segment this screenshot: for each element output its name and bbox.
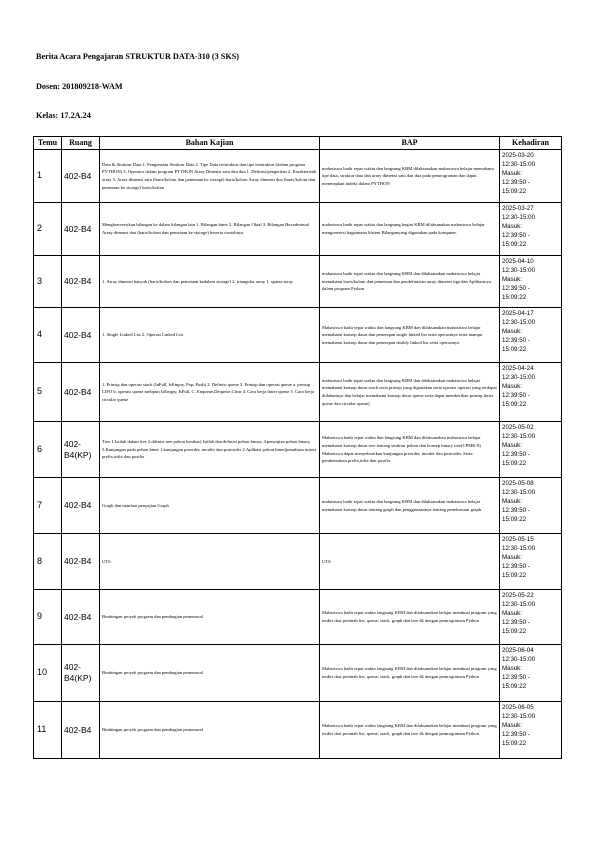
row-bap: UTS <box>320 534 500 590</box>
table-row <box>34 702 562 759</box>
attendance-line: 15:09:22 <box>502 683 527 690</box>
row-ruang: 402-B4 <box>62 150 100 203</box>
row-temu: 3 <box>34 256 62 308</box>
column-header-bahan-kajian: Bahan Kajian <box>100 137 320 150</box>
row-temu: 9 <box>34 590 62 645</box>
row-kehadiran <box>500 203 562 256</box>
row-ruang: 402-B4 <box>62 256 100 308</box>
row-kehadiran <box>500 645 562 702</box>
row-bahan-kajian: 1. Array dimensi banyak (baris/kolom dan pemetaan kedalam storage) 2. triangular array 1. sparse array <box>100 256 320 308</box>
row-temu: 5 <box>34 363 62 422</box>
table-row <box>34 422 562 478</box>
row-temu: 1 <box>34 150 62 203</box>
row-bap: Mahasiswa hadir tepat waktu dan langsung KBM dan dilaksanakan mahasiswa belajar memahami konsep dasar dan penerapan single linked list serta operasinya serta mampu memahami konsep dasar dan penerapan doubly linked list serta operasinya <box>320 308 500 363</box>
table-row <box>34 478 562 534</box>
table-row <box>34 363 562 422</box>
attendance-line: 12:30-15:00 <box>502 545 536 552</box>
document-title: Berita Acara Pengajaran STRUKTUR DATA-310 (3 SKS) <box>36 52 240 61</box>
attendance-line: 15:09:22 <box>502 628 527 635</box>
row-ruang: 402-B4 <box>62 702 100 759</box>
attendance-line: Masuk: <box>502 170 522 177</box>
column-header-kehadiran: Kehadiran <box>500 137 562 150</box>
row-ruang: 402-B4 <box>62 203 100 256</box>
attendance-line: Masuk: <box>502 498 522 505</box>
attendance-line: Masuk: <box>502 328 522 335</box>
row-bap: Mahasiswa hadir tepat waktu dan langsung KBM dan dilaksanakan mahasiswa belajar memahami konsep dasar tree tentang struktur pohon dan konsep binary tree(CPMK-8) Mahasiswa dapat menyelesaikan kunjungan preorder, inorder dan postorder. Serta pembentukan prefix,infix dan postfix <box>320 422 500 478</box>
attendance-line: 2025-05-02 <box>502 424 534 431</box>
table-row <box>34 203 562 256</box>
row-ruang: 402-B4(KP) <box>62 645 100 702</box>
attendance-line: 2025-05-15 <box>502 536 534 543</box>
column-header-bap: BAP <box>320 137 500 150</box>
row-bahan-kajian: 1. Prinsip dan operasi stack (InFull, IsEmpty, Pop, Push) 2. Definisi queue 3. Prinsip dan operasi queue a. prinsip LIFO b. operasi queue melipuit IsEmpty, IsFull, C. Enqueue,Dequeue,Clear 4. Cara kerja linier queue 5. Cara kerja circular queue <box>100 363 320 422</box>
row-temu: 11 <box>34 702 62 759</box>
attendance-line: 15:09:22 <box>502 460 527 467</box>
attendance-line: 2025-03-20 <box>502 152 534 159</box>
table-body <box>34 150 562 759</box>
attendance-line: 12:39:50 - <box>502 392 530 399</box>
attendance-line: Masuk: <box>502 665 522 672</box>
attendance-line: 12:30-15:00 <box>502 161 536 168</box>
attendance-line: Masuk: <box>502 610 522 617</box>
row-ruang: 402-B4 <box>62 590 100 645</box>
attendance-line: 12:30-15:00 <box>502 267 536 274</box>
table-row <box>34 590 562 645</box>
attendance-line: 2025-04-10 <box>502 258 534 265</box>
attendance-line: 12:30-15:00 <box>502 374 536 381</box>
attendance-line: 2025-06-04 <box>502 647 534 654</box>
attendance-line: 15:09:22 <box>502 241 527 248</box>
attendance-line: 15:09:22 <box>502 516 527 523</box>
row-bap: mahasiswa hadir tepat waktu dan langsung KBM dan dilaksanakan mahasiswa belajar memahami baris/kolom dan pemetaan dan pendefinisian array dimensi tiga dan Aplikasinya dalam program Python <box>320 256 500 308</box>
column-header-ruang: Ruang <box>62 137 100 150</box>
attendance-line: Masuk: <box>502 722 522 729</box>
attendance-line: 12:30-15:00 <box>502 656 536 663</box>
attendance-line: 12:39:50 - <box>502 232 530 239</box>
table-row <box>34 308 562 363</box>
row-ruang: 402-B4 <box>62 478 100 534</box>
table-row <box>34 256 562 308</box>
row-temu: 4 <box>34 308 62 363</box>
lecturer-label: Dosen: 201809218-WAM <box>36 82 123 91</box>
attendance-line: 12:39:50 - <box>502 674 530 681</box>
row-bahan-kajian: Tree 1.Istilah dalam tree 2.difinisi tree pohon berakar) Istilah dan definisi pohon binary 4.penyajian pohon binary 5.Kunjungan pada pohon biner 1.kunjungan preorder, inorder dan postorder 2.Aplikasi pohon biner(penulisan notasi prefix,infix dan postfix <box>100 422 320 478</box>
row-bahan-kajian: Graph dan manfaat penyajian Graph <box>100 478 320 534</box>
row-kehadiran <box>500 478 562 534</box>
row-bahan-kajian: Bimbingan proyek program dan pembagian penomoral <box>100 645 320 702</box>
attendance-line: 12:30-15:00 <box>502 214 536 221</box>
row-temu: 10 <box>34 645 62 702</box>
row-ruang: 402-B4 <box>62 308 100 363</box>
attendance-line: Masuk: <box>502 383 522 390</box>
attendance-line: 12:39:50 - <box>502 285 530 292</box>
attendance-line: 12:30-15:00 <box>502 713 536 720</box>
row-bap: mahasiswa hadir tepat waktu dan langsung KBM dan dilaksanakan mahasiswa belajar memahami konsep dasar stack serta prinsip yang digunakan serta operasi operasi yang terdapat didalamnya dan belajar memahami konsep dasar queue serta dapat memberikan prinsip linier queue dan circular queue) <box>320 363 500 422</box>
row-bahan-kajian: 1. Single Linked List 2. Operasi Linked List <box>100 308 320 363</box>
attendance-line: 2025-05-22 <box>502 592 534 599</box>
attendance-line: Masuk: <box>502 223 522 230</box>
attendance-table <box>33 136 562 759</box>
attendance-line: 15:09:22 <box>502 401 527 408</box>
row-bap: mahasiswa hadir tepat waktu dan langsung kegiat KBM dilaksanakan mahasiswa belajar mengonversi bagaimana Sistem Bilanganyang digunakan pada komputer. <box>320 203 500 256</box>
attendance-line: 12:39:50 - <box>502 563 530 570</box>
attendance-line: 2025-04-17 <box>502 310 534 317</box>
attendance-line: 12:30-15:00 <box>502 601 536 608</box>
row-kehadiran <box>500 308 562 363</box>
row-ruang: 402-B4 <box>62 363 100 422</box>
row-kehadiran <box>500 702 562 759</box>
attendance-line: 12:39:50 - <box>502 179 530 186</box>
column-header-temu: Temu <box>34 137 62 150</box>
row-bap: Mahasiswa hadir tepat waktu langsung KBM dan dilaksanakan belajar membuat program yang terdiri dari perintah list, queue, stack, graph dan tree dk dengan pemrograman Python <box>320 702 500 759</box>
row-kehadiran <box>500 590 562 645</box>
row-bahan-kajian: Bimbingan proyek program dan pembagian penomoral <box>100 590 320 645</box>
attendance-line: 2025-06-05 <box>502 704 534 711</box>
row-kehadiran <box>500 363 562 422</box>
attendance-line: 12:30-15:00 <box>502 433 536 440</box>
row-bap: mahasiswa hadir tepat waktu dan langsung KBM dilaksanakan mahasiswa belajar memahami tipe data, struktur data dan array dimensi satu dan dua pada pemrograman dan dapat menerapkan indeks dalam PYTHON <box>320 150 500 203</box>
attendance-line: 15:09:22 <box>502 346 527 353</box>
row-bahan-kajian: Data & Struktur Data 1. Pengenalan Struktur Data 2. Tipe Data terstruktur dan tipe terstruktur (dalam program PYTHON) 3. Operator dalam program PYTHON Array Dimensi satu dan dua 1. Definisi/pengertian 2. Karakteristik array 3. Array dimensi satu (baris/kolom dan pemetaan ke storage) baris/kolom Array dimensi dua (baris/kolom dan pemetaan ke storage) baris/kolom <box>100 150 320 203</box>
row-bahan-kajian: Bimbingan proyek program dan pembagian penomoral <box>100 702 320 759</box>
attendance-line: 15:09:22 <box>502 740 527 747</box>
row-temu: 6 <box>34 422 62 478</box>
class-label: Kelas: 17.2A.24 <box>36 111 91 120</box>
row-kehadiran <box>500 534 562 590</box>
row-bahan-kajian: Mengkonversikan bilangan ke dalam bilangan lain 1. Bilangan biner 2. Bilangan Oktal 3. Bilangan Hexadesimal Array dimensi dua (baris/kolom dan pemetaan ke storage) beserta contohnya <box>100 203 320 256</box>
row-bap: Mahasiswa hadir tepat waktu langsung KBM dan dilaksanakan belajar membuat program yang terdiri dari perintah list, queue, stack, graph dan tree dk dengan pemrograman Python <box>320 645 500 702</box>
attendance-line: 15:09:22 <box>502 294 527 301</box>
attendance-line: 12:39:50 - <box>502 507 530 514</box>
table-header-row <box>34 137 562 150</box>
row-temu: 2 <box>34 203 62 256</box>
attendance-line: 15:09:22 <box>502 188 527 195</box>
attendance-line: 12:39:50 - <box>502 451 530 458</box>
attendance-line: 12:39:50 - <box>502 619 530 626</box>
attendance-line: 12:39:50 - <box>502 731 530 738</box>
row-temu: 7 <box>34 478 62 534</box>
row-bap: mahasiswa hadir tepat waktu dan langsung KBM dan dilaksanakan mahasiswa belajar memahami konsep dasar tentang graph dan penggunaannya tentang penelusuran graph <box>320 478 500 534</box>
attendance-line: 2025-04-24 <box>502 365 534 372</box>
row-kehadiran <box>500 422 562 478</box>
table-row <box>34 150 562 203</box>
table-row <box>34 534 562 590</box>
row-bahan-kajian: UTS <box>100 534 320 590</box>
attendance-line: Masuk: <box>502 554 522 561</box>
attendance-line: 12:30-15:00 <box>502 319 536 326</box>
row-bap: Mahasiswa hadir tepat waktu langsung KBM dan dilaksanakan belajar membuat program yang terdiri dari perintah list, queue, stack, graph dan tree dk dengan pemrograman Python <box>320 590 500 645</box>
attendance-line: Masuk: <box>502 442 522 449</box>
attendance-line: 2025-05-08 <box>502 480 534 487</box>
row-temu: 8 <box>34 534 62 590</box>
attendance-line: 15:09:22 <box>502 572 527 579</box>
attendance-line: 12:30-15:00 <box>502 489 536 496</box>
attendance-line: Masuk: <box>502 276 522 283</box>
attendance-line: 2025-03-27 <box>502 205 534 212</box>
row-kehadiran <box>500 256 562 308</box>
row-kehadiran <box>500 150 562 203</box>
table-row <box>34 645 562 702</box>
attendance-line: 12:39:50 - <box>502 337 530 344</box>
row-ruang: 402-B4 <box>62 534 100 590</box>
row-ruang: 402-B4(KP) <box>62 422 100 478</box>
